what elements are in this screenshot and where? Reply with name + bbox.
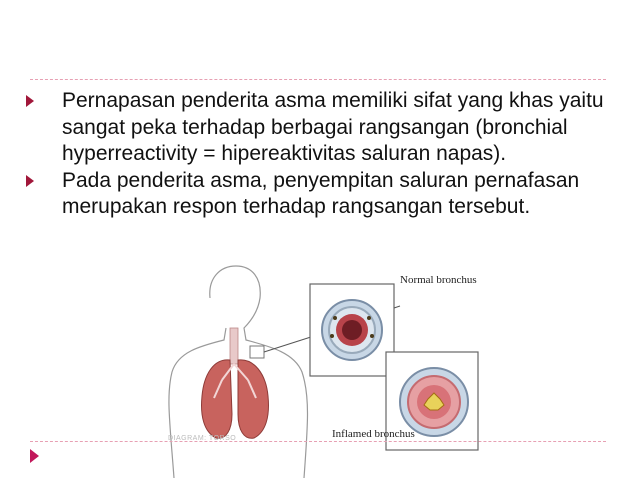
image-watermark: DIAGRAM: TORSO (168, 435, 237, 442)
normal-bronchus-label: Normal bronchus (400, 274, 477, 286)
bullet-text-1: Pernapasan penderita asma memiliki sifat yang khas yaitu sangat peka terhadap berbagai rangsangan (bronchial hyperreactivity = hipereaktivitas saluran napas). (62, 89, 604, 165)
inflamed-bronchus-label: Inflamed bronchus (332, 428, 415, 440)
bronchus-illustration (138, 248, 504, 478)
top-divider (30, 79, 606, 80)
bullet-item-2 (26, 168, 610, 221)
bullet-text-2: Pada penderita asma, penyempitan saluran pernafasan merupakan respon terhadap rangsangan tersebut. (62, 168, 580, 218)
bullet-item-1 (26, 88, 610, 168)
bullet-triangle-icon (26, 175, 34, 187)
bullet-list (26, 88, 610, 221)
slide-corner-triangle-icon (30, 449, 39, 463)
bullet-triangle-icon (26, 95, 34, 107)
bottom-divider (30, 441, 606, 442)
